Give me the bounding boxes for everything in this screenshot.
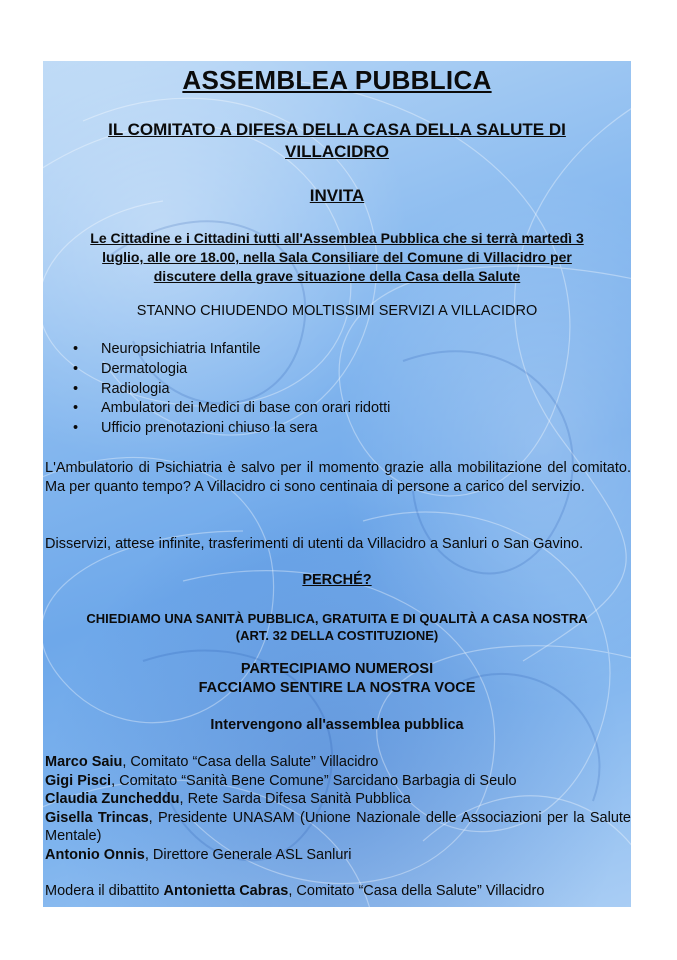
speaker-role: , Direttore Generale ASL Sanluri (144, 846, 352, 863)
rally-line: PARTECIPIAMO NUMEROSI (240, 661, 434, 677)
invitation-text (51, 229, 623, 286)
service-name: Dermatologia (101, 360, 188, 377)
poster-title: ASSEMBLEA PUBBLICA (182, 65, 492, 95)
perche-heading: PERCHÉ? (302, 572, 372, 588)
speaker-name: Gisella Trincas (45, 809, 149, 826)
service-name: Neuropsichiatria Infantile (101, 341, 261, 357)
rally-line: FACCIAMO SENTIRE LA NOSTRA VOCE (198, 680, 476, 696)
speaker-name: Antonio Onnis (45, 846, 145, 863)
demand-line: CHIEDIAMO UNA SANITÀ PUBBLICA, GRATUITA E DI QUALITÀ A CASA NOSTRA (86, 611, 588, 626)
speaker-name: Gigi Pisci (45, 772, 112, 789)
closing-services-headline: STANNO CHIUDENDO MOLTISSIMI SERVIZI A VILLACIDRO (136, 303, 538, 319)
bullet-icon: • (73, 400, 79, 417)
bullet-icon: • (73, 360, 79, 377)
demand-statement (43, 610, 631, 644)
list-item (73, 361, 390, 381)
speaker-name: Marco Saiu (45, 754, 123, 770)
speaker-name: Claudia Zuncheddu (45, 791, 180, 808)
speakers-heading: Intervengono all'assemblea pubblica (210, 717, 464, 733)
rally-call (43, 660, 631, 698)
invitation-line: luglio, alle ore 18.00, nella Sala Consiliare del Comune di Villacidro per (102, 249, 572, 265)
speaker-role: , Comitato “Casa della Salute” Villacidro (122, 754, 379, 770)
demand-line: (ART. 32 DELLA COSTITUZIONE) (235, 628, 439, 643)
moderator-prefix: Modera il dibattito (45, 883, 164, 899)
speaker-item (45, 846, 631, 865)
moderator-line (45, 883, 544, 899)
poster-content (43, 61, 631, 907)
invita-heading: INVITA (309, 186, 365, 205)
organizer-heading (65, 119, 609, 163)
speakers-list (45, 753, 631, 865)
organizer-heading-line: IL COMITATO A DIFESA DELLA CASA DELLA SALUTE DI (108, 120, 566, 139)
list-item (73, 381, 390, 401)
service-name: Ambulatori dei Medici di base con orari ridotti (101, 400, 391, 417)
closing-services-list (73, 341, 390, 440)
invitation-line: Le Cittadine e i Cittadini tutti all'Assemblea Pubblica che si terrà martedì 3 (90, 230, 584, 246)
disservices-paragraph: Disservizi, attese infinite, trasferimenti di utenti da Villacidro a Sanluri o San Gavino. (45, 536, 584, 552)
moderator-role: , Comitato “Casa della Salute” Villacidro (288, 883, 545, 899)
speaker-item (45, 790, 631, 809)
invitation-line: discutere della grave situazione della Casa della Salute (153, 268, 521, 284)
speaker-role: , Presidente UNASAM (Unione Nazionale delle Associazioni per la Salute Mentale) (45, 809, 631, 845)
list-item (73, 420, 390, 440)
organizer-heading-line: VILLACIDRO (285, 142, 389, 161)
speaker-role: , Comitato “Sanità Bene Comune” Sarcidano Barbagia di Seulo (111, 772, 517, 789)
bullet-icon: • (73, 380, 79, 397)
list-item (73, 400, 390, 420)
list-item (73, 341, 390, 361)
speaker-role: , Rete Sarda Difesa Sanità Pubblica (179, 791, 411, 808)
psychiatry-paragraph: L'Ambulatorio di Psichiatria è salvo per il momento grazie alla mobilitazione del comitato. Ma per quanto tempo? A Villacidro ci sono centinaia di persone a carico del servizio. (45, 460, 631, 495)
bullet-icon: • (73, 341, 79, 357)
moderator-name: Antonietta Cabras (163, 883, 289, 899)
speaker-item (45, 809, 631, 846)
service-name: Radiologia (101, 380, 170, 397)
speaker-item (45, 753, 631, 772)
poster (43, 61, 631, 907)
bullet-icon: • (73, 420, 79, 437)
speaker-item (45, 772, 631, 791)
service-name: Ufficio prenotazioni chiuso la sera (101, 420, 318, 437)
